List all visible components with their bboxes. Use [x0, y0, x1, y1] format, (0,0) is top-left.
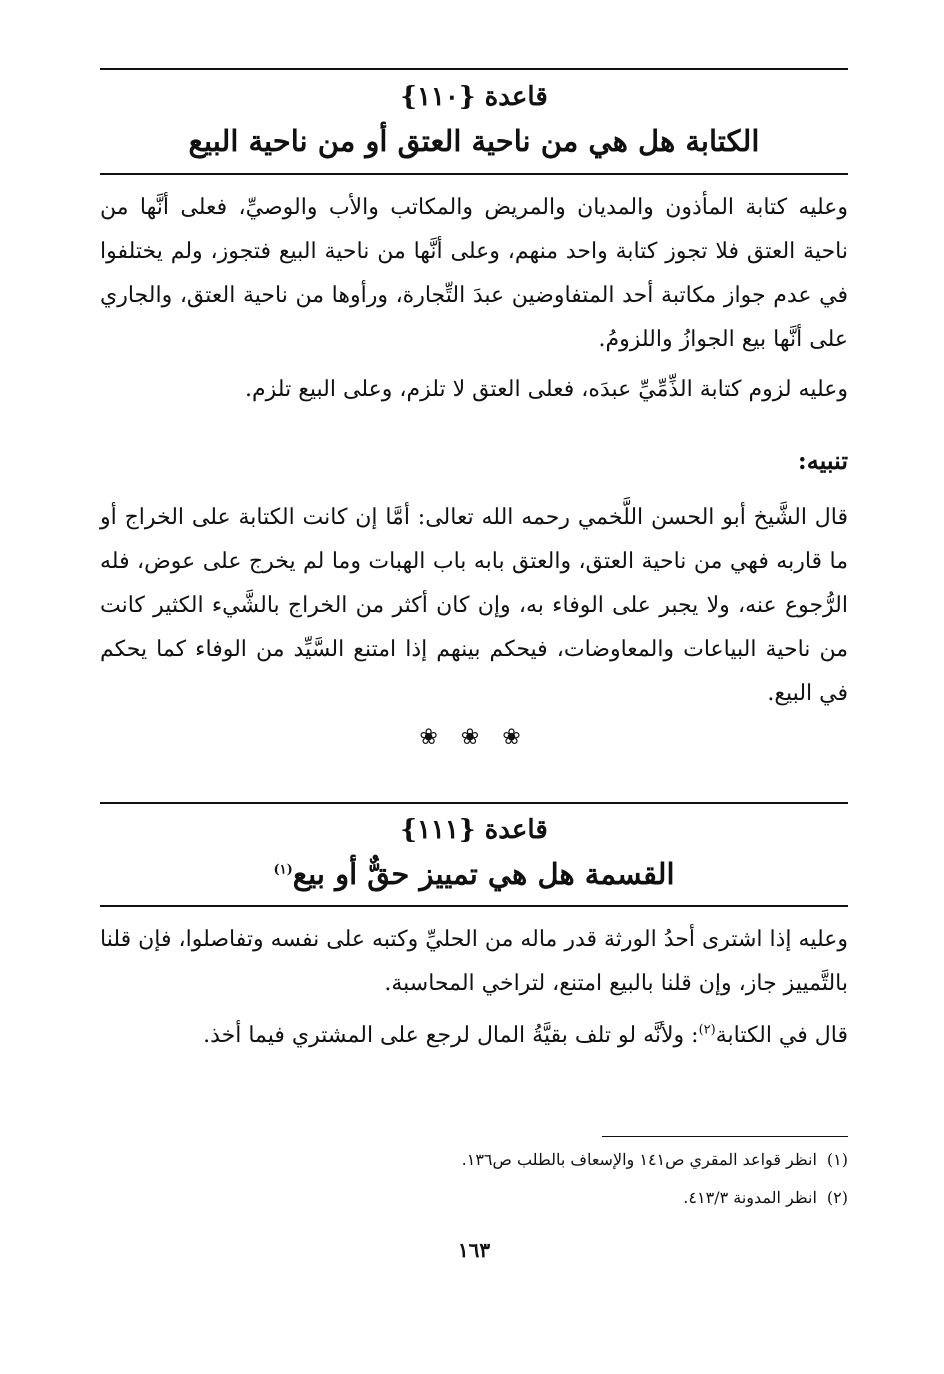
note-heading: تنبيه: [797, 446, 848, 475]
top-rule [100, 68, 848, 70]
footnote-ref-1: (١) [273, 862, 293, 878]
rule-111-subtitle: القسمة هل هي تمييز حقٌّ أو بيع [292, 857, 675, 891]
page-number: ١٦٣ [457, 1238, 491, 1262]
footnote-1-text: انظر قواعد المقري ص١٤١ والإسعاف بالطلب ص١٣٦. [461, 1150, 817, 1169]
rule-111-subtitle-line [100, 852, 848, 896]
section-separator: ❀ ❀ ❀ [419, 725, 529, 750]
rule-110-divider [100, 173, 848, 175]
footnote-ref-2: (٢) [698, 1022, 716, 1038]
rule-111-divider [100, 905, 848, 907]
rule-110-subtitle: الكتابة هل هي من ناحية العتق أو من ناحية البيع [188, 124, 760, 158]
rule-110-paragraph-2: وعليه لزوم كتابة الذِّمِّيِّ عبدَه، فعلى العتق لا تلزم، وعلى البيع تلزم. [245, 377, 848, 402]
rule-111-paragraph-1: وعليه إذا اشترى أحدُ الورثة قدر ماله من الحليِّ وكتبه على نفسه وتفاصلوا، فإن قلنا بالتَّمييز جاز، وإن قلنا بالبيع امتنع، لتراخي المحاسبة. [100, 927, 848, 996]
rule-110-title: قاعدة {١١٠} [400, 82, 548, 112]
rule-111-top-rule [100, 802, 848, 804]
footnote-1 [462, 1148, 848, 1172]
rule-110-paragraph-1: وعليه كتابة المأذون والمديان والمريض والمكاتب والأب والوصيِّ، فعلى أنَّها من ناحية العتق فلا تجوز كتابة واحد منهم، وعلى أنَّها من ناحية البيع فتجوز، ولم يختلفوا في عدم جواز مكاتبة أحد المتفاوضين عبدَ التِّجارة، ورأوها من ناحية العتق، والجاري على أنَّها بيع الجوازُ واللزومُ. [100, 195, 848, 352]
note-paragraph: قال الشَّيخ أبو الحسن اللَّخمي رحمه الله تعالى: أمَّا إن كانت الكتابة على الخراج أو ما قاربه فهي من ناحية العتق، والعتق بابه باب الهبات وما لم يخرج على عوض، فله الرُّجوع عنه، ولا يجبر على الوفاء به، وإن كان أكثر من الخراج بالشَّيء الكثير كانت من ناحية البياعات والمعاوضات، فيحكم بينهم إذا امتنع السَّيِّد من الوفاء كما يحكم في البيع. [100, 505, 848, 706]
rule-111-paragraph-2 [100, 1014, 848, 1058]
rule-111-paragraph-2-end: : ولأنَّه لو تلف بقيَّةُ المال لرجع على المشتري فيما أخذ. [203, 1023, 699, 1048]
book-page [100, 0, 848, 1374]
footnote-2-number: (٢) [826, 1188, 848, 1207]
footnote-2 [683, 1186, 848, 1210]
footnote-rule [602, 1136, 848, 1137]
rule-111-title: قاعدة {١١١} [400, 815, 548, 845]
footnote-1-number: (١) [826, 1150, 848, 1169]
footnote-2-text: انظر المدونة ٤١٣/٣. [683, 1188, 817, 1207]
rule-111-paragraph-2-start: قال في الكتابة [715, 1023, 848, 1048]
